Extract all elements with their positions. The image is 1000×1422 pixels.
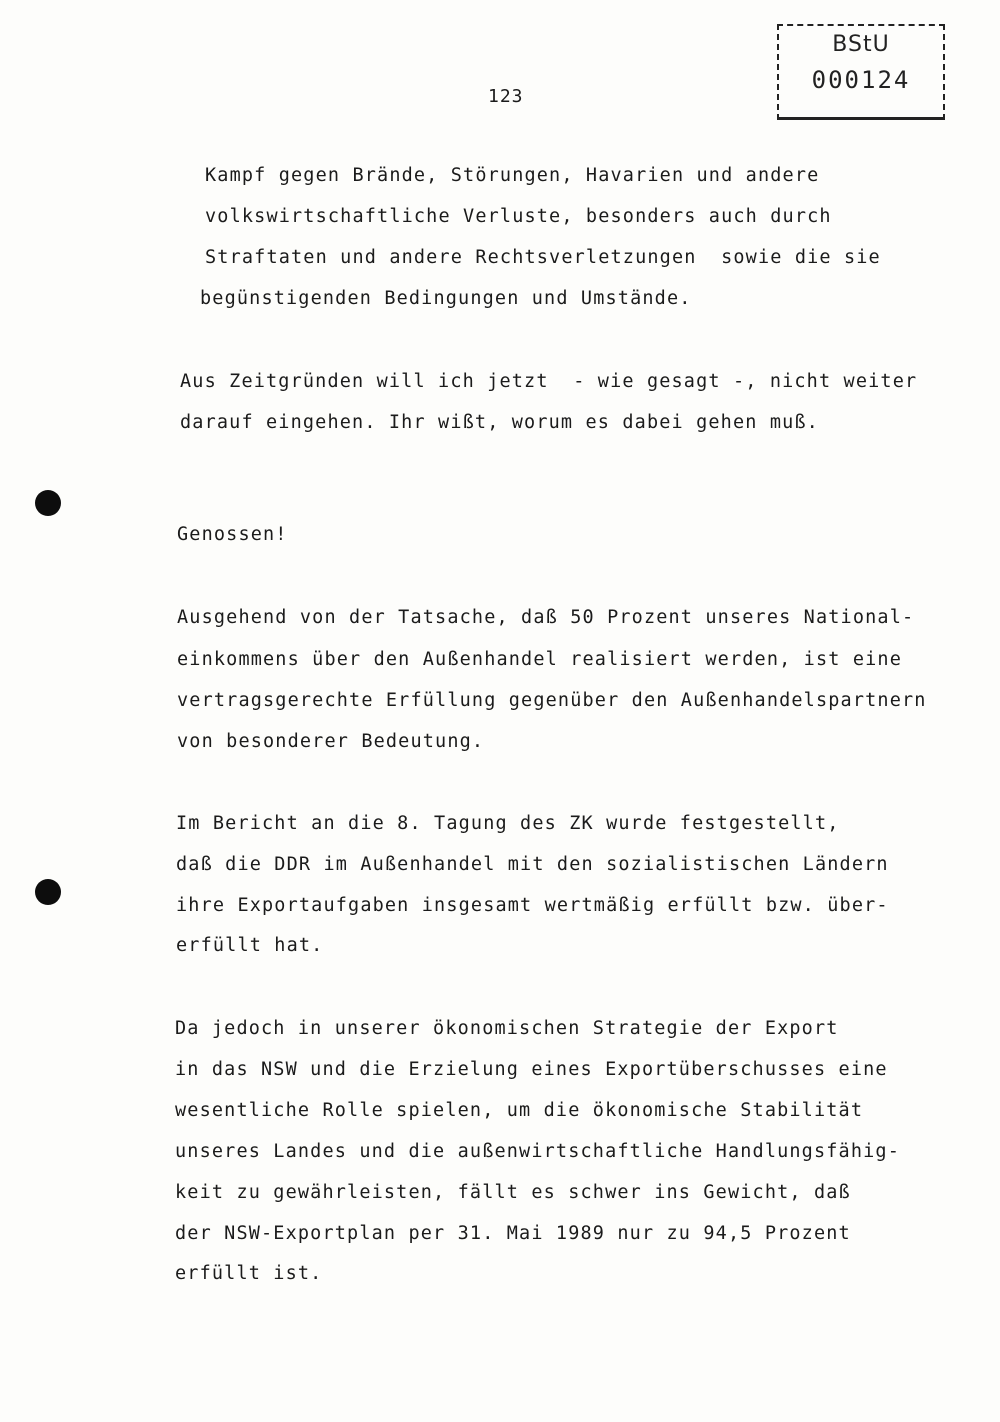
- archive-stamp: [777, 24, 945, 120]
- text-line: Im Bericht an die 8. Tagung des ZK wurde festgestellt,: [176, 813, 840, 834]
- punch-hole: [35, 490, 61, 516]
- text-line: Ausgehend von der Tatsache, daß 50 Prozent unseres National-: [177, 607, 915, 628]
- text-line: Straftaten und andere Rechtsverletzungen sowie die sie: [205, 247, 881, 268]
- text-line: Aus Zeitgründen will ich jetzt - wie gesagt -, nicht weiter: [180, 371, 918, 392]
- text-line: erfüllt ist.: [175, 1263, 323, 1284]
- text-line: daß die DDR im Außenhandel mit den sozialistischen Ländern: [176, 854, 889, 875]
- text-line: ihre Exportaufgaben insgesamt wertmäßig erfüllt bzw. über-: [176, 895, 889, 916]
- punch-hole: [35, 879, 61, 905]
- text-line: von besonderer Bedeutung.: [177, 731, 485, 752]
- text-line: einkommens über den Außenhandel realisiert werden, ist eine: [177, 649, 902, 670]
- text-line: begünstigenden Bedingungen und Umstände.: [200, 288, 692, 309]
- text-line: darauf eingehen. Ihr wißt, worum es dabei gehen muß.: [180, 412, 819, 433]
- text-line: vertragsgerechte Erfüllung gegenüber den Außenhandelspartnern: [177, 690, 927, 711]
- text-line: keit zu gewährleisten, fällt es schwer ins Gewicht, daß: [175, 1182, 851, 1203]
- stamp-number: 000124: [811, 66, 911, 94]
- text-line: in das NSW und die Erzielung eines Exportüberschusses eine: [175, 1059, 888, 1080]
- text-line: Da jedoch in unserer ökonomischen Strategie der Export: [175, 1018, 839, 1039]
- page-number: 123: [488, 86, 524, 107]
- stamp-label: BStU: [832, 32, 890, 57]
- text-line: erfüllt hat.: [176, 935, 324, 956]
- text-line: der NSW-Exportplan per 31. Mai 1989 nur zu 94,5 Prozent: [175, 1223, 851, 1244]
- text-line: Kampf gegen Brände, Störungen, Havarien und andere: [205, 165, 820, 186]
- salutation: Genossen!: [177, 524, 288, 545]
- text-line: volkswirtschaftliche Verluste, besonders auch durch: [205, 206, 832, 227]
- text-line: wesentliche Rolle spielen, um die ökonomische Stabilität: [175, 1100, 864, 1121]
- text-line: unseres Landes und die außenwirtschaftliche Handlungsfähig-: [175, 1141, 900, 1162]
